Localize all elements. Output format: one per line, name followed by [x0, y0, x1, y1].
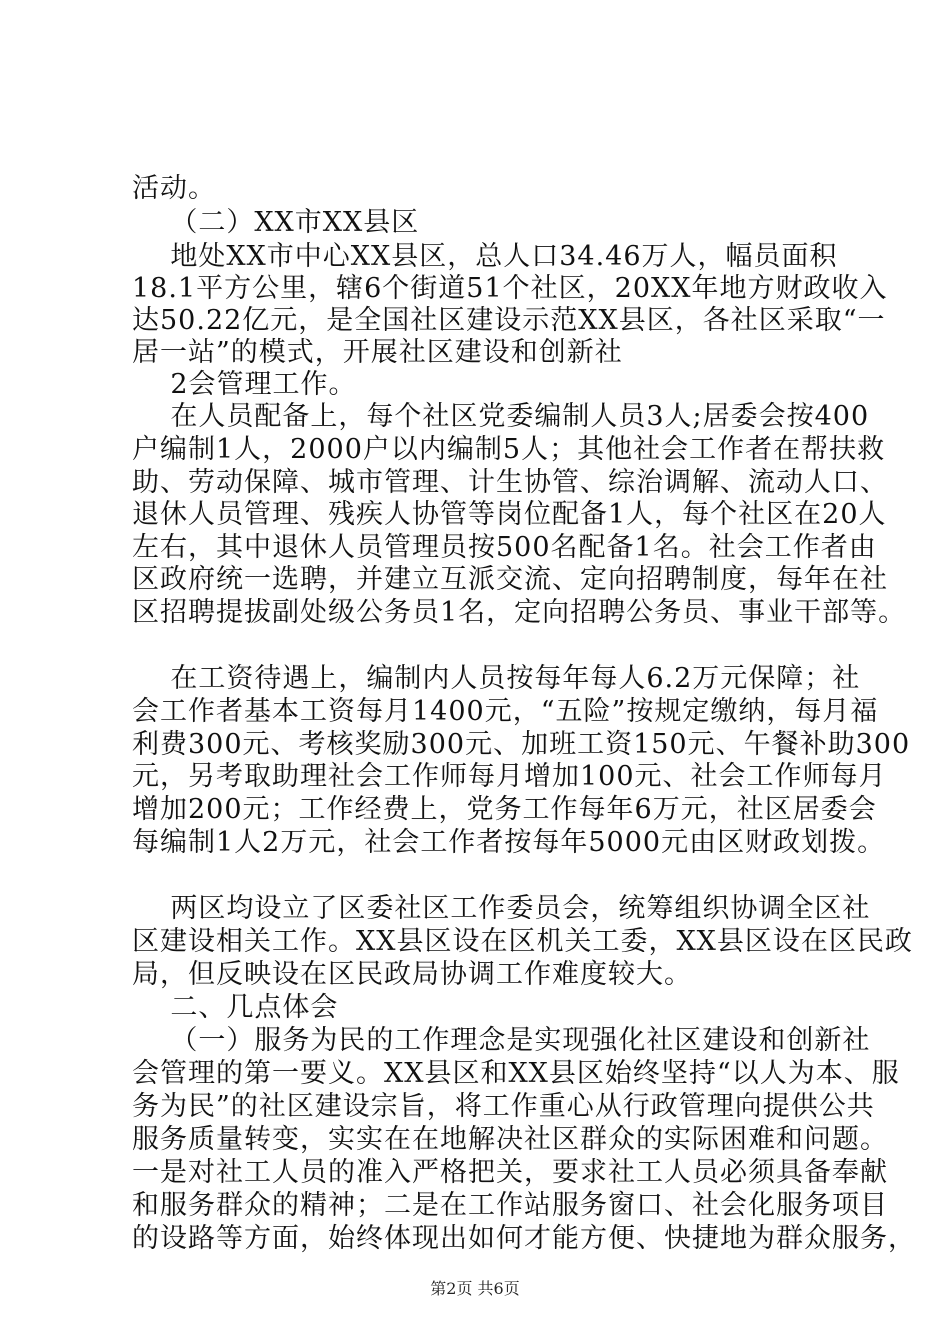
text-line: 局，但反映设在区民政局协调工作难度较大。 [132, 959, 692, 990]
text-line: 区政府统一选聘，并建立互派交流、定向招聘制度，每年在社 [132, 564, 888, 595]
text-line: 居一站”的模式，开展社区建设和创新社 [132, 337, 623, 368]
text-line: 服务质量转变，实实在在地解决社区群众的实际困难和问题。 [132, 1124, 888, 1155]
section-heading: （二）XX市XX县区 [132, 207, 420, 238]
text-line: 利费300元、考核奖励300元、加班工资150元、午餐补助300 [132, 729, 911, 760]
page-number-footer: 第2页 共6页 [430, 1279, 520, 1298]
text-line: 一是对社工人员的准入严格把关，要求社工人员必须具备奉献 [132, 1157, 888, 1188]
text-line: 区招聘提拔副处级公务员1名，定向招聘公务员、事业干部等。 [132, 597, 907, 628]
text-line: 两区均设立了区委社区工作委员会，统筹组织协调全区社 [132, 893, 871, 924]
section-heading: 二、几点体会 [132, 992, 339, 1023]
text-line: 务为民”的社区建设宗旨，将工作重心从行政管理向提供公共 [132, 1091, 875, 1122]
text-line: （一）服务为民的工作理念是实现强化社区建设和创新社 [132, 1025, 871, 1056]
text-line: 2会管理工作。 [132, 369, 357, 400]
text-line: 区建设相关工作。XX县区设在区机关工委，XX县区设在区民政 [132, 926, 913, 957]
text-line: 在人员配备上，每个社区党委编制人员3人;居委会按400 [132, 401, 870, 432]
text-line: 18.1平方公里，辖6个街道51个社区，20XX年地方财政收入 [132, 273, 888, 304]
text-line: 退休人员管理、残疾人协管等岗位配备1人，每个社区在20人 [132, 499, 887, 530]
text-line: 助、劳动保障、城市管理、计生协管、综治调解、流动人口、 [132, 467, 888, 498]
text-line: 的设路等方面，始终体现出如何才能方便、快捷地为群众服务， [132, 1223, 916, 1254]
text-line: 地处XX市中心XX县区，总人口34.46万人，幅员面积 [132, 241, 838, 272]
text-line: 会工作者基本工资每月1400元，“五险”按规定缴纳，每月福 [132, 696, 879, 727]
text-line: 左右，其中退休人员管理员按500名配备1名。社会工作者由 [132, 532, 877, 563]
text-line: 每编制1人2万元，社会工作者按每年5000元由区财政划拨。 [132, 827, 886, 858]
text-line: 和服务群众的精神；二是在工作站服务窗口、社会化服务项目 [132, 1190, 888, 1221]
text-line: 达50.22亿元，是全国社区建设示范XX县区，各社区采取“一 [132, 305, 886, 336]
text-line: 活动。 [132, 173, 216, 204]
text-line: 元，另考取助理社会工作师每月增加100元、社会工作师每月 [132, 761, 887, 792]
text-line: 增加200元；工作经费上，党务工作每年6万元，社区居委会 [132, 794, 877, 825]
text-line: 在工资待遇上，编制内人员按每年每人6.2万元保障；社 [132, 663, 861, 694]
text-line: 会管理的第一要义。XX县区和XX县区始终坚持“以人为本、服 [132, 1058, 900, 1089]
text-line: 户编制1人，2000户以内编制5人；其他社会工作者在帮扶救 [132, 434, 886, 465]
